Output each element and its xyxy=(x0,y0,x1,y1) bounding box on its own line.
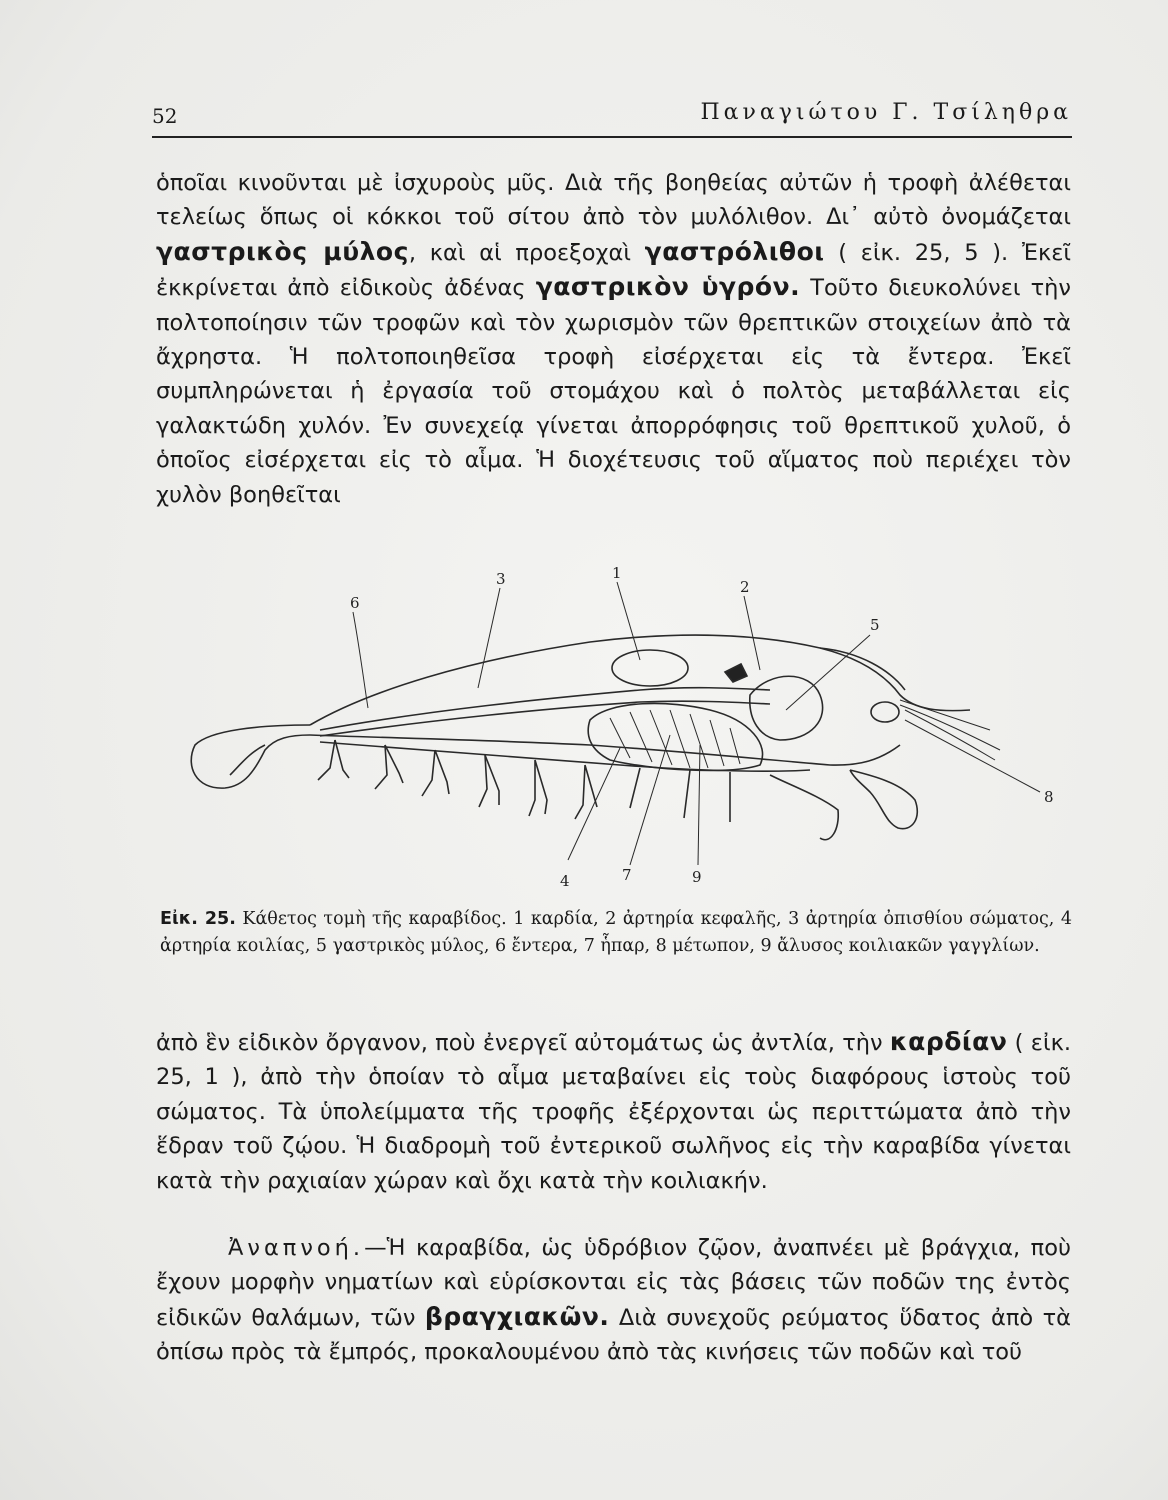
figure-label-6: 6 xyxy=(350,594,360,612)
figure-caption xyxy=(160,906,1072,960)
figure-label-9: 9 xyxy=(692,868,702,886)
paragraph-1-text-c: ( εἰκ. 25, 5 ). Ἐκεῖ ἐκκρίνεται ἀπὸ εἰδικοὺς ἀδένας xyxy=(156,239,1071,302)
figure-label-5: 5 xyxy=(870,616,880,634)
figure-label-7: 7 xyxy=(622,866,632,884)
caption-text: Κάθετος τομὴ τῆς καραβίδος. 1 καρδία, 2 ἀρτηρία κεφαλῆς, 3 ἀρτηρία ὀπισθίου σώματος, 4 ἀρτηρία κοιλίας, 5 γαστρικὸς μύλος, 6 ἔντερα, 7 ἧπαρ, 8 μέτωπον, 9 ἄλυσος κοιλιακῶν γαγγλίων. xyxy=(160,909,1072,956)
page-number: 52 xyxy=(152,104,178,128)
figure-label-8: 8 xyxy=(1044,788,1054,806)
paragraph-1-text-b: , καὶ αἱ προεξοχαὶ xyxy=(408,239,645,266)
figure-label-3: 3 xyxy=(496,570,506,588)
page-header xyxy=(152,100,1072,138)
figure-label-1: 1 xyxy=(612,564,622,582)
caption-label: Εἰκ. 25. xyxy=(160,909,236,929)
crayfish-drawing xyxy=(191,582,1040,865)
paragraph-1 xyxy=(156,166,1071,512)
figure-label-2: 2 xyxy=(740,578,750,596)
running-head: Παναγιώτου Γ. Τσίληθρα xyxy=(700,100,1072,125)
section-heading-respiration: Ἀναπνοή. xyxy=(228,1235,365,1261)
term-gastroliths: γαστρόλιθοι xyxy=(644,236,825,266)
figure-label-4: 4 xyxy=(560,872,570,890)
term-heart: καρδίαν xyxy=(889,1027,1008,1056)
paragraph-2-text-b: ( εἰκ. 25, 1 ), ἀπὸ τὴν ὁποίαν τὸ αἷμα μεταβαίνει εἰς τοὺς διαφόρους ἱστοὺς τοῦ σώματος. Τὰ ὑπολείμματα τῆς τροφῆς ἐξέρχονται ὡς περιττώματα ἀπὸ τὴν ἕδραν τοῦ ζῴου. Ἡ διαδρομὴ τοῦ ἐντερικοῦ σωλῆνος εἰς τὴν καραβίδα γίνεται κατὰ τὴν ραχιαίαν χώραν καὶ ὄχι κατὰ τὴν κοιλιακήν. xyxy=(156,1030,1071,1194)
term-branchial: βραγχιακῶν. xyxy=(424,1301,610,1331)
paragraph-1-text-a: ὁποῖαι κινοῦνται μὲ ἰσχυροὺς μῦς. Διὰ τῆς βοηθείας αὐτῶν ἡ τροφὴ ἀλέθεται τελείως ὅπως οἱ κόκκοι τοῦ σίτου ἀπὸ τὸν μυλόλιθον. Δι᾽ αὐτὸ ὀνομάζεται xyxy=(156,170,1071,231)
paragraph-1-text-d: Τοῦτο διευκολύνει τὴν πολτοποίησιν τῶν τροφῶν καὶ τὸν χωρισμὸν τῶν θρεπτικῶν στοιχείων ἀπὸ τὰ ἄχρηστα. Ἡ πολτοποιηθεῖσα τροφὴ εἰσέρχεται εἰς τὰ ἔντερα. Ἐκεῖ συμπληρώνεται ἡ ἐργασία τοῦ στομάχου καὶ ὁ πολτὸς μεταβάλλεται εἰς γαλακτώδη χυλόν. Ἐν συνεχείᾳ γίνεται ἀπορρόφησις τοῦ θρεπτικοῦ χυλοῦ, ὁ ὁποῖος εἰσέρχεται εἰς τὸ αἷμα. Ἡ διοχέτευσις τοῦ αἵματος ποὺ περιέχει τὸν χυλὸν βοηθεῖται xyxy=(156,275,1071,508)
paragraph-2 xyxy=(156,1025,1071,1198)
term-gastric-juice: γαστρικὸν ὑγρόν. xyxy=(535,272,801,302)
crayfish-section-figure xyxy=(170,560,1070,900)
paragraph-2-text-a: ἀπὸ ἓν εἰδικὸν ὄργανον, ποὺ ἐνεργεῖ αὐτομάτως ὡς ἀντλία, τὴν xyxy=(156,1030,890,1056)
paragraph-3-text-b: Διὰ συνεχοῦς ρεύματος ὕδατος ἀπὸ τὰ ὀπίσω πρὸς τὰ ἔμπρός, προκαλουμένου ἀπὸ τὰς κινήσεις τῶν ποδῶν καὶ τοῦ xyxy=(156,1304,1071,1366)
paragraph-3 xyxy=(156,1231,1071,1370)
paragraph-3-text-a: —Ἡ καραβίδα, ὡς ὑδρόβιον ζῷον, ἀναπνέει μὲ βράγχια, ποὺ ἔχουν μορφὴν νηματίων καὶ εὑρίσκονται εἰς τὰς βάσεις τῶν ποδῶν της ἐντὸς εἰδικῶν θαλάμων, τῶν xyxy=(156,1235,1071,1331)
term-gastric-mill: γαστρικὸς μύλος xyxy=(156,236,409,266)
